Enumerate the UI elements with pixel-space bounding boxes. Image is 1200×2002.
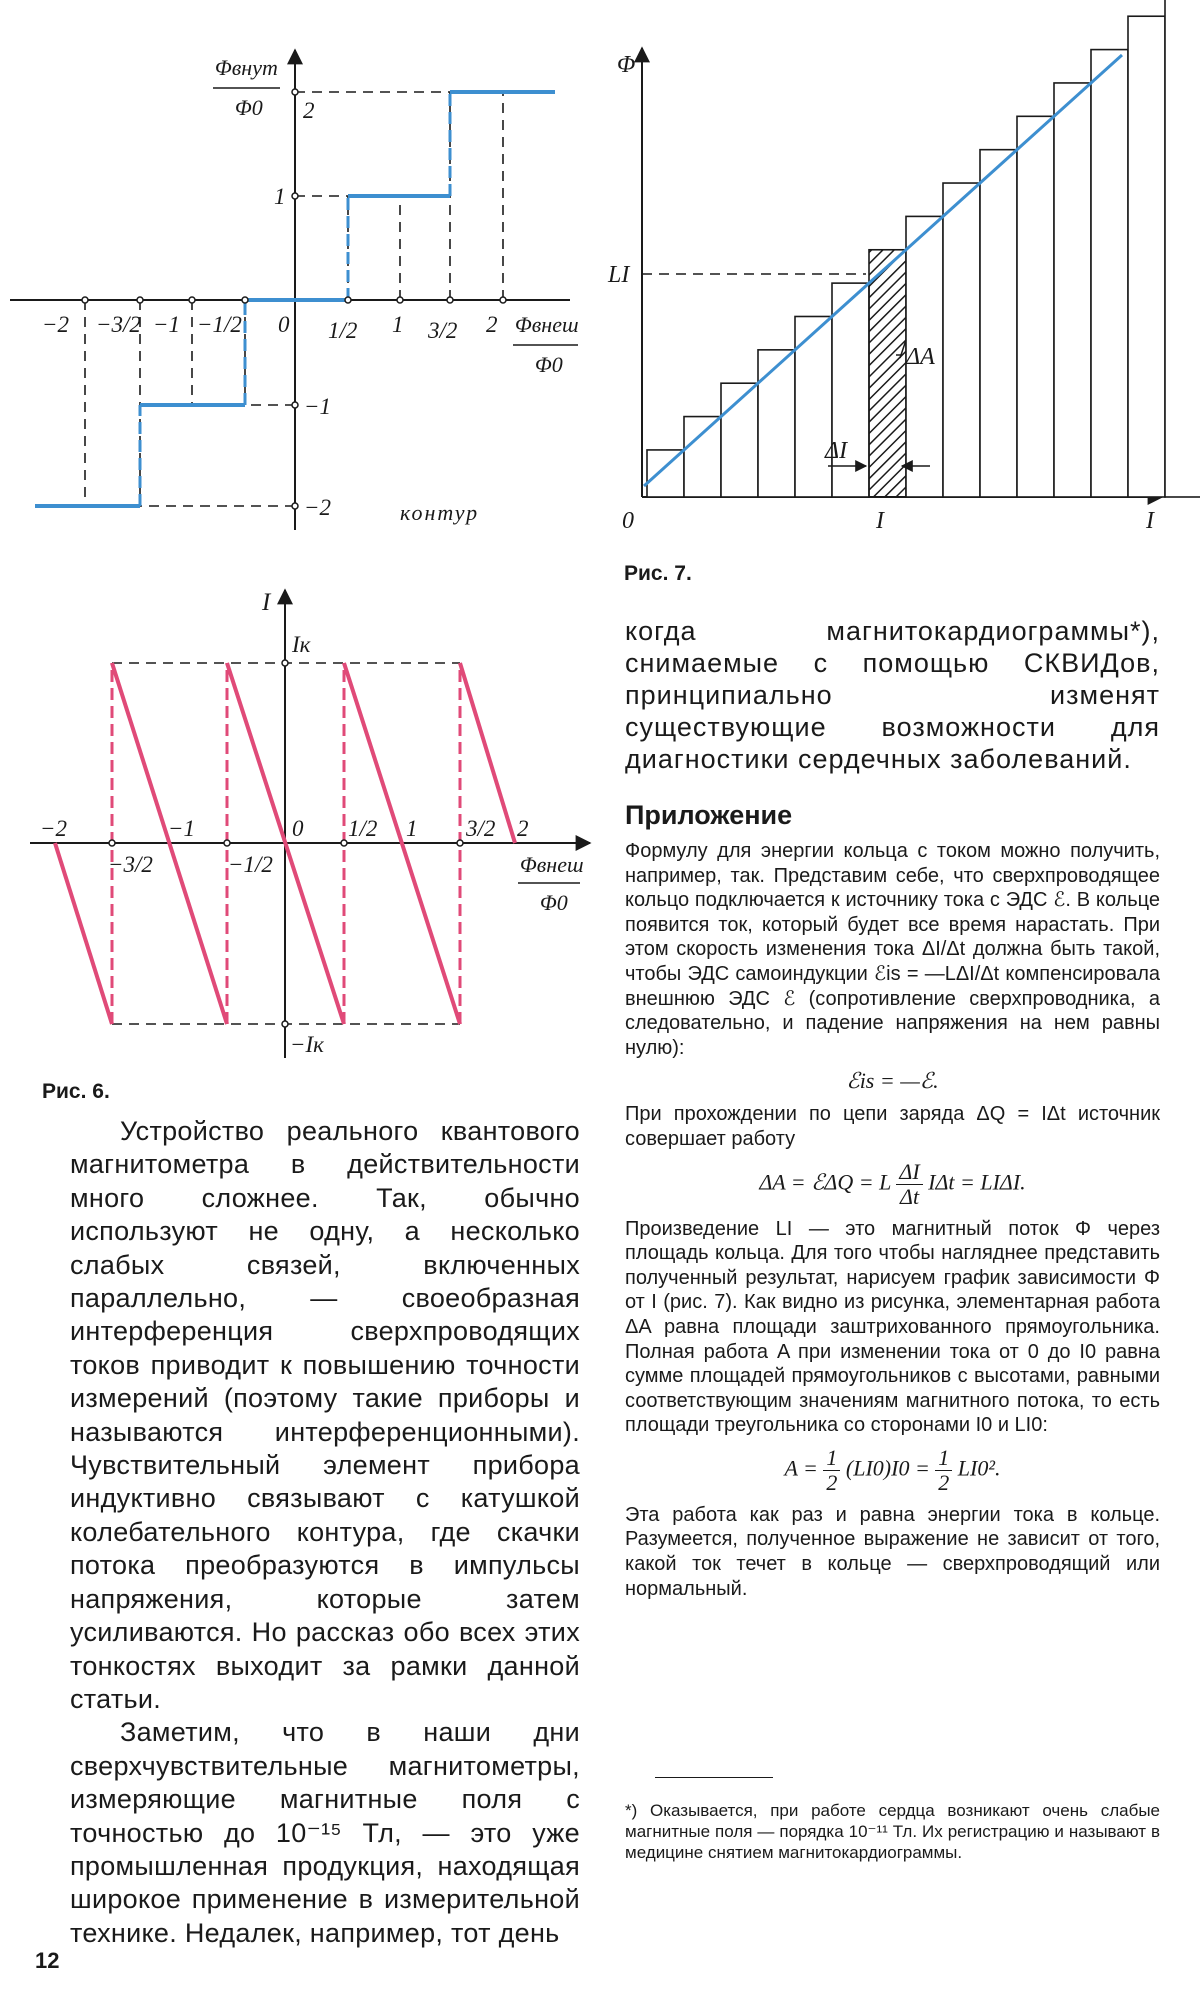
appendix-heading: Приложение: [625, 800, 793, 830]
fig7-bar: [647, 450, 684, 497]
appendix: [625, 800, 1160, 1601]
fig5-xtick-label: 1: [392, 312, 404, 337]
equation-work: ΔA = ℰΔQ = L $\frac{\Delta I}{\Delta t}$ IΔt = LIΔI.: [759, 1158, 1026, 1209]
appendix-paragraph: Формулу для энергии кольца с током можно получить, например, так. Представим себе, что сверхпроводящее кольцо подключается к источнику тока с ЭДС ℰ. В кольце появится ток, который будет все время нарастать. При этом скорость изменения тока ΔI/Δt должна быть такой, чтобы ЭДС самоиндукции ℰis = —LΔI/Δt компенсировала внешнюю ЭДС ℰ (сопротивление сверхпроводника, а следовательно, и падение напряжения на нем равны нулю):: [625, 840, 1160, 1059]
fig5-xtick-label: −2: [42, 312, 70, 337]
fig7-caption: Рис. 7.: [624, 562, 692, 585]
footnote: *) Оказывается, при работе сердца возникают очень слабые магнитные поля — порядка 10⁻¹¹ Тл. Их регистрацию и называют в медицине снятием магнитокардиограммы.: [625, 1801, 1160, 1862]
fig7-bar: [832, 283, 869, 497]
fig5-x-label-den: Φ0: [535, 352, 563, 377]
fig5-step-chart: [0, 0, 600, 560]
fig6-y-label: I: [262, 589, 271, 616]
appendix-paragraph: При прохождении по цепи заряда ΔQ = IΔt источник совершает работу: [625, 1103, 1160, 1150]
fig7-x-tick: I: [876, 508, 884, 534]
fig5-x-label-num: Φвнеш: [515, 312, 579, 337]
fig7-dA-label: ΔA: [906, 344, 935, 370]
fig5-xtick-label: −1/2: [197, 312, 242, 337]
fig5-xtick-label: 2: [486, 312, 498, 337]
fig7-bar: [684, 417, 721, 497]
right-column-continuation: когда магнитокардиограммы*), снимаемые с помощью СКВИДов, принципиально изменят существующие возможности для диагностики сердечных заболеваний.: [625, 616, 1160, 774]
appendix-paragraph: Произведение LI — это магнитный поток Φ через площадь кольца. Для того чтобы нагляднее представить полученный результат, нарисуем график зависимости Φ от I (рис. 7). Как видно из рисунка, элементарная работа ΔA равна площади заштрихованного прямоугольника. Полная работа A при изменении тока от 0 до I0 равна сумме площадей прямоугольников с высотами, равными соответствующим значениям магнитного потока, то есть площади треугольника со сторонами I0 и LI0:: [625, 1217, 1160, 1437]
fig7-x-label: I: [1146, 508, 1154, 534]
fig5-y-tick-labels: [274, 98, 331, 520]
left-column-text: [70, 1115, 580, 1950]
fig5-xtick-label: 0: [278, 312, 290, 337]
fig5-handwritten-note: контур: [400, 500, 480, 525]
body-paragraph: Устройство реального квантового магнитометра в действительности много сложнее. Так, обычно используют не одну, а несколько слабых связей, включенных параллельно, — своеобразная интерференция сверхпроводящих токов приводит к повышению точности измерений (поэтому такие приборы и называются интерференционными). Чувствительный элемент прибора индуктивно связывают с катушкой колебательного контура, где скачки потока преобразуются в импульсы напряжения, которые затем усиливаются. Но рассказ обо всех этих тонкостях выходит за рамки данной статьи.: [70, 1116, 580, 1714]
fig6-ytick-label: Iк: [292, 632, 311, 657]
fig6-xtick-label: 1: [406, 816, 418, 841]
fig7-dI-label: ΔI: [825, 438, 848, 464]
fig5-ytick-label: 2: [303, 98, 315, 123]
fig6-ytick-label: −Iк: [290, 1032, 324, 1057]
fig7-bar: [980, 150, 1017, 497]
fig5-xtick-label: −3/2: [96, 312, 141, 337]
fig7-origin: 0: [622, 508, 634, 534]
fig7-bar: [1017, 116, 1054, 497]
fig6-xtick-label: −3/2: [108, 852, 153, 877]
fig7-bars: [647, 0, 1200, 497]
fig7-bar: [1054, 83, 1091, 497]
fig6-xtick-label: 2: [517, 816, 529, 841]
fig6-x-label-den: Φ0: [540, 890, 568, 915]
fig6-xtick-label: 3/2: [466, 816, 496, 841]
fig5-ytick-label: 1: [274, 184, 286, 209]
fig7-hatched-bar: [869, 250, 906, 497]
fig5-y-label-den: Φ0: [235, 95, 263, 120]
fig6-sawtooth-chart: [0, 580, 600, 1080]
fig6-caption: Рис. 6.: [42, 1080, 110, 1103]
fig5-y-label-num: Φвнут: [215, 55, 278, 80]
fig7-bar: [1165, 0, 1200, 497]
fig5-ytick-label: −1: [304, 394, 332, 419]
fig5-xtick-label: 1/2: [328, 318, 358, 343]
fig7-y-tick: LI: [608, 262, 630, 288]
appendix-paragraph: Эта работа как раз и равна энергии тока в кольце. Разумеется, полученное выражение не зависит от того, какой ток течет в кольце — сверхпроводящий или нормальный.: [625, 1503, 1160, 1600]
equation-total-work: A = $\frac{1}{2}$ (LI0)I0 = $\frac{1}{2}$ LI0².: [784, 1444, 1001, 1495]
fig7-y-label: Φ: [617, 52, 636, 78]
fig6-xtick-label: −1: [168, 816, 196, 841]
fig7-bar: [1128, 16, 1165, 497]
fig6-xtick-label: −2: [40, 816, 68, 841]
fig7-staircase-chart: [600, 0, 1200, 560]
fig5-ytick-label: −2: [304, 495, 332, 520]
footnote-rule: [655, 1777, 773, 1778]
fig5-x-tick-labels: [42, 312, 498, 343]
fig5-xtick-label: 3/2: [428, 318, 458, 343]
body-paragraph: Заметим, что в наши дни сверхчувствительные магнитометры, измеряющие магнитные поля с точностью до 10⁻¹⁵ Тл, — это уже промышленная продукция, находящая широкое применение в измерительной технике. Недалек, например, тот день: [70, 1717, 580, 1948]
fig7-bar: [758, 350, 795, 497]
fig7-bar: [943, 183, 980, 497]
fig6-xtick-label: −1/2: [228, 852, 273, 877]
fig6-x-label-num: Φвнеш: [520, 852, 584, 877]
fig7-bar: [1091, 50, 1128, 497]
fig6-xtick-label: 1/2: [348, 816, 378, 841]
page-number: 12: [35, 1948, 60, 1973]
fig6-xtick-label: 0: [292, 816, 304, 841]
equation-emf: ℰis = —ℰ.: [846, 1068, 939, 1094]
fig5-xtick-label: −1: [153, 312, 181, 337]
